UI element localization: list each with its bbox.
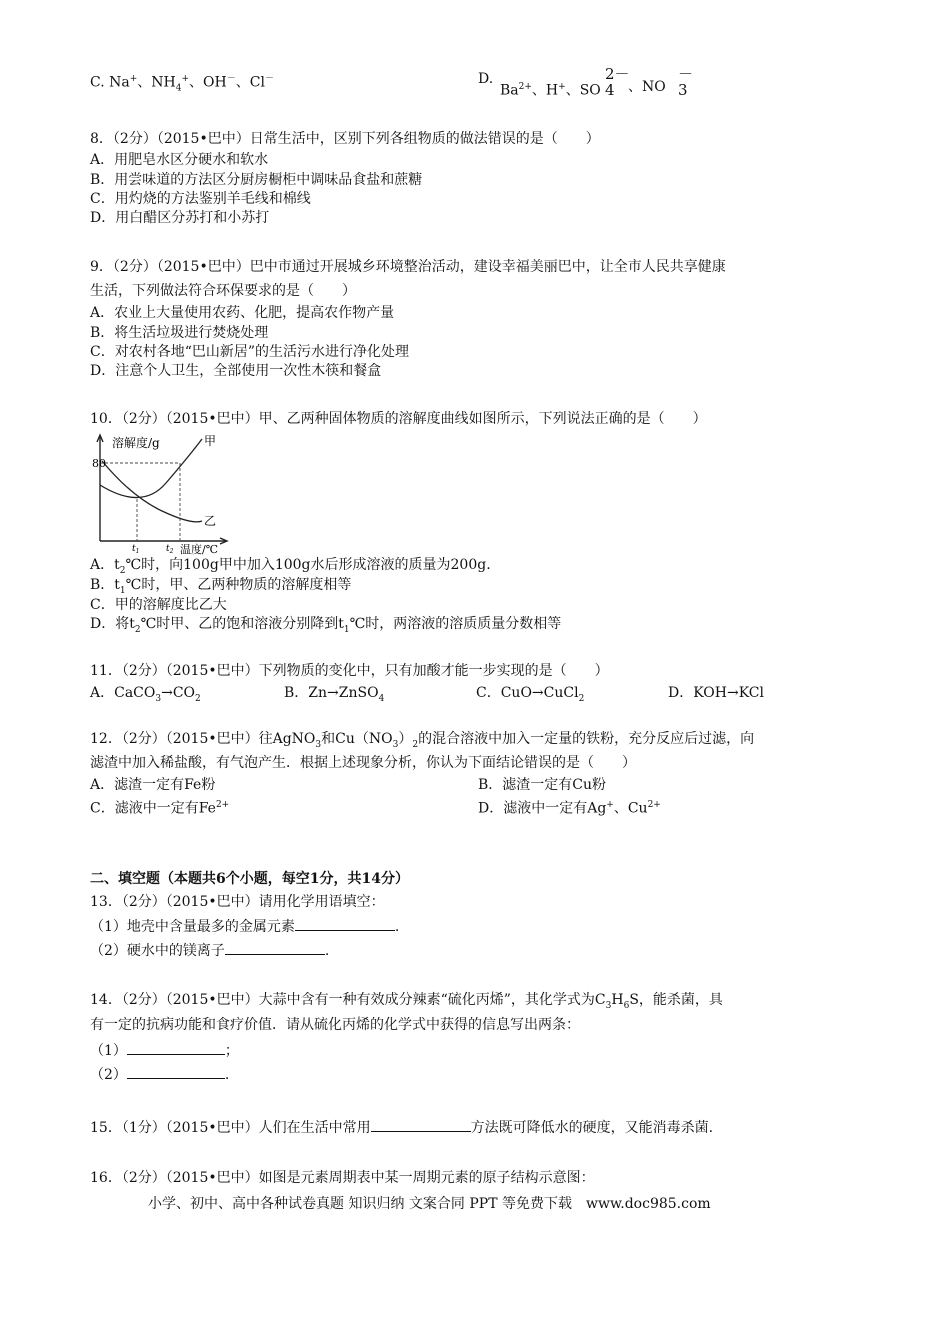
y-tick-80: 80	[92, 457, 106, 470]
x-tick-t2: $t_2$	[166, 544, 174, 555]
q9-stem-line1: 9．（2分）（2015•巴中）巴中市通过开展城乡环境整治活动，建设幸福美丽巴中，让全市人民共享健康	[90, 259, 726, 275]
q14-stem-line2: 有一定的抗病功能和食疗价值．请从硫化丙烯的化学式中获得的信息写出两条：	[90, 1017, 580, 1033]
q12-stem-line1: 12．（2分）（2015•巴中）往AgNO$_3$和$Cu(NO_3)_2$的混合溶液中加入一定量的铁粉，充分反应后过滤，向	[90, 731, 755, 750]
q13-stem: 13．（2分）（2015•巴中）请用化学用语填空：	[90, 894, 385, 910]
q14-stem-line1: 14．（2分）（2015•巴中）大蒜中含有一种有效成分辣素“硫化丙烯”，其化学式为$C_3H_6S$，能杀菌，具	[90, 992, 723, 1011]
q13-blank1[interactable]	[295, 916, 395, 931]
q10-option-a: A．$t_2℃$时，向100g甲中加入100g水后形成溶液的质量为200g.	[90, 557, 491, 576]
q16-stem: 16．（2分）（2015•巴中）如图是元素周期表中某一周期元素的原子结构示意图：	[90, 1170, 595, 1186]
q9-option-d: D．注意个人卫生，全部使用一次性木筷和餐盒	[90, 363, 382, 379]
q12-option-c: C．滤液中一定有$Fe^{2+}$	[90, 800, 230, 817]
series-yi-line	[102, 461, 202, 522]
q8-stem: 8．（2分）（2015•巴中）日常生活中，区别下列各组物质的做法错误的是（ ）	[90, 131, 600, 147]
q11-option-c: C．CuO→CuCl$_2$	[476, 685, 585, 704]
q12-option-b: B．滤渣一定有Cu粉	[478, 777, 607, 793]
q7-so4-charge: 2－ 4	[605, 65, 630, 99]
q8-option-d: D．用白醋区分苏打和小苏打	[90, 210, 270, 226]
x-tick-t1: $t_1$	[132, 544, 140, 555]
q10-option-c: C．甲的溶解度比乙大	[90, 597, 227, 613]
q8-option-c: C．用灼烧的方法鉴别羊毛线和棉线	[90, 191, 311, 207]
solubility-chart	[92, 433, 232, 555]
q14-blank2[interactable]	[127, 1064, 225, 1079]
q9-stem-line2: 生活，下列做法符合环保要求的是（ ）	[90, 283, 356, 299]
q15-blank[interactable]	[371, 1117, 471, 1132]
q9-option-a: A．农业上大量使用农药、化肥，提高农作物产量	[90, 305, 395, 321]
q14-blank1[interactable]	[127, 1040, 225, 1055]
q8-option-b: B．用尝味道的方法区分厨房橱柜中调味品食盐和蔗糖	[90, 172, 423, 188]
q13-blank2[interactable]	[225, 940, 325, 955]
q7-option-d: D.	[478, 71, 494, 87]
q7-option-c: C. Na+、$NH_4^+$、OH－、Cl－	[90, 74, 274, 94]
q7-no3-charge: － 3	[678, 65, 694, 99]
q10-option-b: B．$t_1℃$时，甲、乙两种物质的溶解度相等	[90, 577, 352, 596]
q9-option-b: B．将生活垃圾进行焚烧处理	[90, 325, 269, 341]
q15: 15．（1分）（2015•巴中）人们在生活中常用 方法既可降低水的硬度，又能消毒杀菌.	[90, 1117, 713, 1137]
q9-option-c: C．对农村各地“巴山新居”的生活污水进行净化处理	[90, 344, 410, 360]
q10-option-d: D．将$t_2℃$时甲、乙的饱和溶液分别降到$t_1℃$时，两溶液的溶质质量分数相等	[90, 616, 562, 635]
q13-part2: （2）硬水中的镁离子 .	[90, 940, 329, 960]
section-2-heading: 二、填空题（本题共6个小题，每空1分，共14分）	[90, 871, 409, 887]
chart-guides	[100, 463, 180, 541]
q12-stem-line2: 滤渣中加入稀盐酸，有气泡产生．根据上述现象分析，你认为下面结论错误的是（ ）	[90, 755, 636, 771]
q7-option-d-ions: $Ba^{2+}$、H+、SO	[500, 82, 601, 99]
q14-part1: （1） ；	[90, 1040, 239, 1060]
series-jia-label: 甲	[204, 434, 217, 448]
q10-stem: 10．（2分）（2015•巴中）甲、乙两种固体物质的溶解度曲线如图所示，下列说法正确的是（ ）	[90, 411, 707, 427]
q13-part1: （1）地壳中含量最多的金属元素 .	[90, 916, 399, 936]
q11-option-b: B．Zn→ZnSO$_4$	[284, 685, 385, 704]
y-axis-label: 溶解度/g	[112, 436, 160, 450]
page-footer: 小学、初中、高中各种试卷真题 知识归纳 文案合同 PPT 等免费下载 www.doc985.com	[148, 1196, 711, 1212]
q14-part2: （2） .	[90, 1064, 229, 1084]
series-yi-label: 乙	[204, 514, 217, 528]
q8-option-a: A．用肥皂水区分硬水和软水	[90, 152, 269, 168]
q11-option-a: A．$CaCO_3\to CO_2$	[90, 685, 201, 704]
x-axis-label: 温度/℃	[180, 543, 219, 555]
q12-option-a: A．滤渣一定有Fe粉	[90, 777, 216, 793]
q7-no-prefix: 、NO	[628, 79, 666, 95]
q11-option-d: D．KOH→KCl	[668, 685, 764, 701]
q11-stem: 11．（2分）（2015•巴中）下列物质的变化中，只有加酸才能一步实现的是（ ）	[90, 663, 609, 679]
q12-option-d: D．滤液中一定有Ag+、$Cu^{2+}$	[478, 800, 661, 817]
